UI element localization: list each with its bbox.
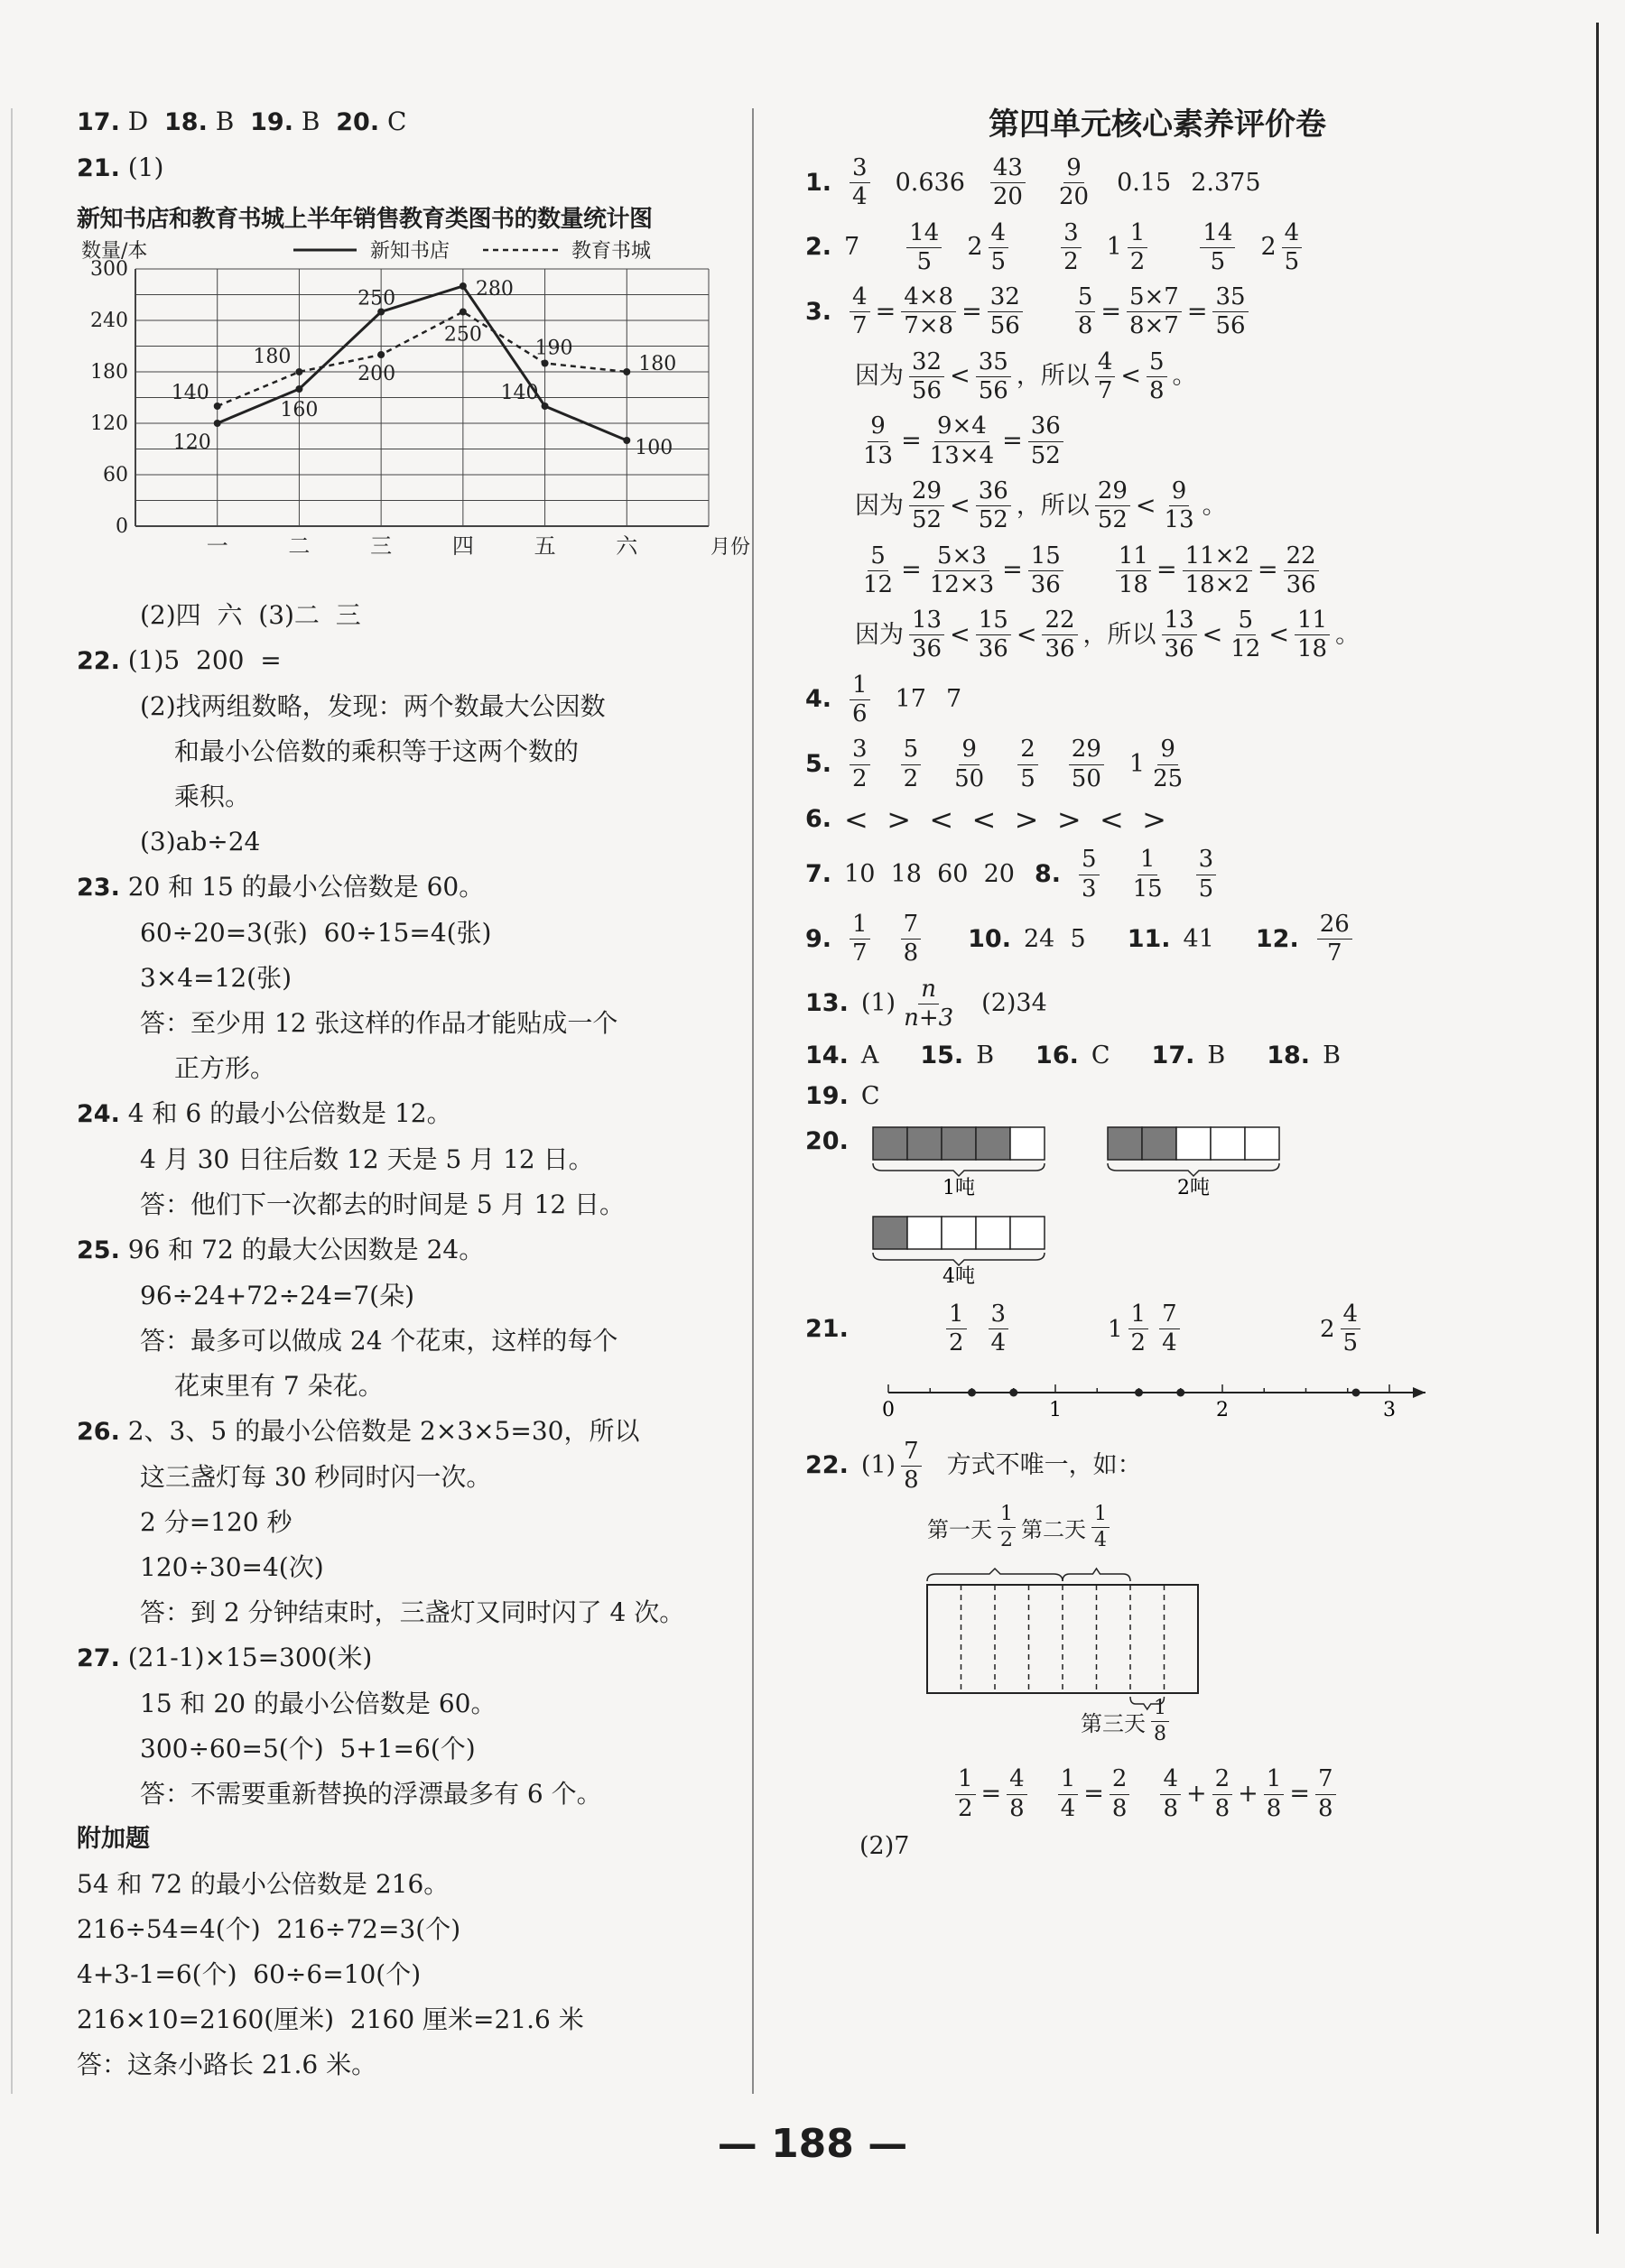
answer-23-3: 3×4=12(张) <box>140 963 292 993</box>
data-label: 120 <box>172 431 211 454</box>
answer-14-18: 14. A 15. B 16. C 17. B 18. B <box>805 1041 1341 1070</box>
data-point <box>295 368 302 375</box>
answer-21-2: (2)四 六 (3)二 三 <box>140 600 361 630</box>
q-number: 20. <box>336 108 380 136</box>
extra-1: 54 和 72 的最小公倍数是 216。 <box>77 1869 450 1899</box>
answer: 96 和 72 的最大公因数是 24。 <box>119 1235 485 1264</box>
answer-27-3: 300÷60=5(个) 5+1=6(个) <box>140 1734 476 1763</box>
data-point <box>214 403 221 410</box>
q-number: 18. <box>164 108 208 136</box>
answer-4: 4. $\frac{1}{6}$ 17 7 <box>805 671 962 728</box>
answer: C <box>379 106 407 136</box>
fraction: $\frac{3}{2}$ <box>1061 221 1082 275</box>
answer-26-2: 这三盏灯每 30 秒同时闪一次。 <box>140 1462 492 1492</box>
line-chart <box>77 237 751 589</box>
q-number: 9. <box>805 924 832 953</box>
page-edge <box>11 108 13 2094</box>
answer-26-4: 120÷30=4(次) <box>140 1552 324 1582</box>
bar-cell <box>873 1127 907 1160</box>
answer-19: 19. C <box>805 1081 880 1110</box>
answer-line-22 <box>77 638 745 684</box>
data-label: 190 <box>534 337 573 360</box>
answer-5: 5. $\frac{3}{2}$ $\frac{5}{2}$ $\frac{9}{50}$ $\frac{2}{5}$ $\frac{29}{50}$ 1 $\frac{9}{25}$ <box>805 736 1184 792</box>
answer-6 <box>805 802 1546 837</box>
answer: (21-1)×15=300(米) <box>119 1643 373 1672</box>
q-number: 16. <box>1035 1041 1079 1070</box>
y-tick-label: 60 <box>103 464 128 486</box>
q-number: 4. <box>805 685 832 714</box>
q-number: 25. <box>77 1236 120 1264</box>
fraction: $\frac{43}{20}$ <box>990 156 1026 210</box>
bar-caption: 1吨 <box>942 1176 975 1199</box>
q-number: 26. <box>77 1418 120 1446</box>
data-label: 250 <box>358 287 396 310</box>
q-number: 5. <box>805 749 832 778</box>
bar-cell <box>907 1217 942 1249</box>
answer-23-5: 正方形。 <box>174 1053 276 1083</box>
answer-22-5: (3)ab÷24 <box>140 827 261 856</box>
q-number: 22. <box>805 1451 849 1480</box>
axis-label: 2 <box>1216 1398 1229 1421</box>
data-point <box>295 385 302 393</box>
answer-24-3: 答：他们下一次都去的时间是 5 月 12 日。 <box>140 1190 626 1219</box>
fraction: $\frac{14}{5}$ <box>906 221 942 275</box>
extra-5: 答：这条小路长 21.6 米。 <box>77 2050 377 2079</box>
bar-caption: 4吨 <box>942 1264 975 1288</box>
q-number: 6. <box>805 804 832 833</box>
mixed-number: 2 $\frac{4}{5}$ <box>967 221 1014 275</box>
bar-cell <box>1211 1127 1245 1160</box>
data-label: 180 <box>638 353 677 375</box>
q-number: 24. <box>77 1100 120 1128</box>
left-column <box>77 99 751 2087</box>
axis-label: 3 <box>1383 1398 1396 1421</box>
q-number: 10. <box>968 924 1011 953</box>
fraction-bars <box>805 1122 1491 1302</box>
brace-day2 <box>1063 1569 1130 1581</box>
extra-3: 4+3-1=6(个) 60÷6=10(个) <box>77 1959 422 1989</box>
data-point <box>460 309 467 316</box>
answer: D <box>119 106 164 136</box>
answer-22-diagram: 第一天 $\frac{1}{2}$ 第二天 $\frac{1}{4}$ 第三天 $\frac{1}{8}$ <box>805 1504 1546 1756</box>
q-number: 27. <box>77 1644 120 1672</box>
q-number: 17. <box>77 108 120 136</box>
answer-23-2: 60÷20=3(张) 60÷15=4(张) <box>140 918 492 948</box>
data-point <box>542 360 549 367</box>
page-number: — 188 — <box>717 2121 908 2167</box>
q-number: 11. <box>1127 924 1171 953</box>
answer-27-4: 答：不需要重新替换的浮漂最多有 6 个。 <box>140 1779 602 1809</box>
brace <box>873 1163 1045 1176</box>
division-rectangle <box>805 1553 1546 1734</box>
answer-9-12: 9. $\frac{1}{7}$ $\frac{7}{8}$ 10. 24 5 11. 41 12. $\frac{26}{7}$ <box>805 912 1546 967</box>
answer-3-row-1: 3. $\frac{4}{7}$ = $\frac{4\times 8}{7\times 8}$ = $\frac{32}{56}$ $\frac{5}{8}$ = $\frac{5\times 7}{8\times 7}$ = $\frac{35}{56}$ <box>805 285 1546 339</box>
answer: (1) <box>119 153 164 182</box>
y-tick-label: 300 <box>90 258 128 281</box>
data-label: 200 <box>358 363 396 385</box>
answer: 7 <box>844 233 860 262</box>
data-point <box>623 368 630 375</box>
answer: B <box>207 106 251 136</box>
column-divider <box>752 108 754 2094</box>
bar-cell <box>1142 1127 1176 1160</box>
q-number: 18. <box>1267 1041 1311 1070</box>
number-line <box>805 1375 1546 1429</box>
answer: 4 和 6 的最小公倍数是 12。 <box>119 1098 452 1128</box>
answer-25-4: 花束里有 7 朵花。 <box>174 1371 384 1401</box>
answer-23-4: 答：至少用 12 张这样的作品才能贴成一个 <box>140 1008 618 1038</box>
section-title: 第四单元核心素养评价卷 <box>989 106 1326 143</box>
q-number: 7. <box>805 859 832 888</box>
bar-cell <box>976 1127 1010 1160</box>
q-number: 12. <box>1255 924 1299 953</box>
q-number: 15. <box>920 1041 964 1070</box>
q-number: 23. <box>77 874 120 902</box>
answer: B <box>292 106 337 136</box>
number-point <box>1009 1388 1017 1396</box>
answer-line-27 <box>77 1635 745 1681</box>
answer-20 <box>805 1122 1546 1302</box>
axis-label: 0 <box>882 1398 895 1421</box>
answer-line-21 <box>77 145 745 191</box>
axis-label: 1 <box>1049 1398 1062 1421</box>
bar-cell <box>942 1127 976 1160</box>
answer-22-equation: $\frac{1}{2}$ = $\frac{4}{8}$ $\frac{1}{4}$ = $\frac{2}{8}$ $\frac{4}{8}$ + $\frac{2}{8}$ + $\frac{1}{8}$ = $\frac{7}{8}$ <box>805 1767 1546 1821</box>
answer: (1)5 200 = <box>119 645 282 675</box>
answer-25-3: 答：最多可以做成 24 个花束，这样的每个 <box>140 1326 618 1356</box>
bar-cell <box>1176 1127 1211 1160</box>
chart-title: 新知书店和教育书城上半年销售教育类图书的数量统计图 <box>77 206 653 233</box>
answer-21: 21. $\frac{1}{2}$ $\frac{3}{4}$ 1 $\frac{1}{2}$ $\frac{7}{4}$ 2 $\frac{4}{5}$ 0 1 2 3 <box>805 1302 1546 1429</box>
data-label: 140 <box>171 382 209 404</box>
answer-22-line-1: 22. (1) $\frac{7}{8}$ 方式不唯一，如： <box>805 1437 1142 1495</box>
x-tick-label: 五 <box>534 533 556 559</box>
extra-2: 216÷54=4(个) 216÷72=3(个) <box>77 1914 461 1944</box>
q-number: 17. <box>1151 1041 1195 1070</box>
q-number: 19. <box>805 1081 849 1110</box>
number-point <box>1176 1388 1184 1396</box>
q-number: 1. <box>805 168 832 197</box>
data-point <box>542 403 549 410</box>
q-number: 14. <box>805 1041 849 1070</box>
fraction: $\frac{3}{4}$ <box>850 156 870 210</box>
answer-22-2: (2)找两组数略，发现：两个数最大公因数 <box>140 691 606 721</box>
mixed-number: 2 $\frac{4}{5}$ <box>1260 221 1307 275</box>
answer-1 <box>805 156 1546 210</box>
answer: 20 和 15 的最小公倍数是 60。 <box>119 872 485 902</box>
x-tick-label: 二 <box>288 533 311 559</box>
data-point <box>377 351 385 358</box>
bar-cell <box>907 1127 942 1160</box>
x-tick-label: 三 <box>370 533 393 559</box>
q-number: 21. <box>77 154 120 182</box>
answer: 2.375 <box>1191 168 1261 197</box>
bar-cell <box>942 1217 976 1249</box>
answer-3-row-3: $\frac{9}{13}$ = $\frac{9\times 4}{13\times 4}$ = $\frac{36}{52}$ <box>805 414 1546 468</box>
answer-line-24 <box>77 1091 745 1137</box>
answer-13: 13. (1) $\frac{n}{n+3}$ (2)34 <box>805 975 1047 1032</box>
y-tick-label: 240 <box>90 310 128 332</box>
answer-3-row-4: 因为 $\frac{29}{52}$ < $\frac{36}{52}$ ，所以 $\frac{29}{52}$ < $\frac{9}{13}$ 。 <box>855 477 1227 534</box>
answer: 0.15 <box>1117 168 1172 197</box>
answer: < > < < > > < > <box>844 801 1166 837</box>
number-point <box>968 1388 976 1396</box>
bar-cell <box>1108 1127 1142 1160</box>
data-point <box>623 437 630 444</box>
fraction: $\frac{9}{20}$ <box>1058 154 1090 211</box>
answer-line-23 <box>77 865 745 911</box>
q-number: 20. <box>805 1126 849 1155</box>
answer-3-row-2: 因为 $\frac{32}{56}$ < $\frac{35}{56}$ ，所以 $\frac{4}{7}$ < $\frac{5}{8}$ 。 <box>855 347 1197 405</box>
answer: 2、3、5 的最小公倍数是 2×3×5=30，所以 <box>119 1416 640 1446</box>
bar-cell <box>1010 1217 1045 1249</box>
data-point <box>214 420 221 427</box>
brace <box>873 1253 1045 1265</box>
answer: 0.636 <box>895 168 965 197</box>
q-number: 2. <box>805 233 832 262</box>
data-label: 180 <box>253 346 292 368</box>
y-tick-label: 120 <box>90 412 128 435</box>
page-binding-edge <box>1596 23 1599 2234</box>
bar-cell <box>976 1217 1010 1249</box>
data-label: 100 <box>635 437 673 459</box>
answer-7-8: 7. 10 18 60 20 8. $\frac{5}{3}$ $\frac{1}{15}$ $\frac{3}{5}$ <box>805 847 1546 902</box>
answer-27-2: 15 和 20 的最小公倍数是 60。 <box>140 1689 497 1718</box>
answer-26-5: 答：到 2 分钟结束时，三盏灯又同时闪了 4 次。 <box>140 1597 685 1627</box>
y-axis-label: 数量/本 <box>81 240 148 263</box>
q-number: 21. <box>805 1314 849 1343</box>
y-tick-label: 0 <box>116 515 128 538</box>
bar-cell <box>873 1217 907 1249</box>
answer-3-row-5: $\frac{5}{12}$ = $\frac{5\times 3}{12\times 3}$ = $\frac{15}{36}$ $\frac{11}{18}$ = $\frac{11\times 2}{18\times 2}$ = $\frac{22}{36}$ <box>805 544 1546 598</box>
answer-line-17-20 <box>77 99 745 145</box>
fraction: $\frac{14}{5}$ <box>1200 221 1235 275</box>
answer: 10 18 60 20 <box>844 859 1015 888</box>
answer-3-row-6: 因为 $\frac{13}{36}$ < $\frac{15}{36}$ < $\frac{22}{36}$ ，所以 $\frac{13}{36}$ < $\frac{5}{12}$ < $\frac{11}{18}$ 。 <box>855 606 1360 663</box>
bar-caption: 2吨 <box>1177 1176 1210 1199</box>
answer-2 <box>805 218 1546 275</box>
x-tick-label: 六 <box>616 533 638 559</box>
q-number: 13. <box>805 989 849 1018</box>
extra-4: 216×10=2160(厘米) 2160 厘米=21.6 米 <box>77 2004 584 2034</box>
answer-22-3: 和最小公倍数的乘积等于这两个数的 <box>174 736 580 766</box>
bar-cell <box>1010 1127 1045 1160</box>
data-label: 140 <box>500 382 539 404</box>
x-tick-label: 四 <box>451 533 474 559</box>
answer-26-3: 2 分=120 秒 <box>140 1507 292 1537</box>
brace <box>1108 1163 1279 1176</box>
q-number: 8. <box>1034 859 1062 888</box>
q-number: 22. <box>77 647 120 675</box>
number-point <box>1135 1388 1143 1396</box>
bar-cell <box>1245 1127 1279 1160</box>
extra-question-title: 附加题 <box>77 1825 150 1853</box>
data-label: 250 <box>443 323 482 347</box>
data-label: 160 <box>280 399 319 421</box>
number-point <box>1352 1388 1360 1396</box>
y-tick-label: 180 <box>90 361 128 384</box>
x-axis-label: 月份 <box>710 536 751 559</box>
data-label: 280 <box>475 278 514 301</box>
data-point <box>460 282 467 290</box>
q-number: 19. <box>250 108 293 136</box>
mixed-number: 1 $\frac{1}{2}$ <box>1107 221 1154 275</box>
answer-25-2: 96÷24+72÷24=7(朵) <box>140 1281 415 1310</box>
answer-24-2: 4 月 30 日往后数 12 天是 5 月 12 日。 <box>140 1144 594 1174</box>
answer-line-26 <box>77 1409 745 1455</box>
answer-line-25 <box>77 1227 745 1273</box>
axis-arrow <box>1413 1387 1425 1398</box>
q-number: 3. <box>805 297 832 326</box>
right-column <box>805 99 1546 1872</box>
answer-22-4: 乘积。 <box>174 782 251 811</box>
legend-label-jiaoyu: 教育书城 <box>571 240 652 263</box>
x-tick-label: 一 <box>206 533 228 559</box>
answer-22-part-2: (2)7 <box>859 1832 910 1861</box>
brace-day1 <box>927 1569 1063 1581</box>
legend-label-xinzhi: 新知书店 <box>370 240 450 263</box>
